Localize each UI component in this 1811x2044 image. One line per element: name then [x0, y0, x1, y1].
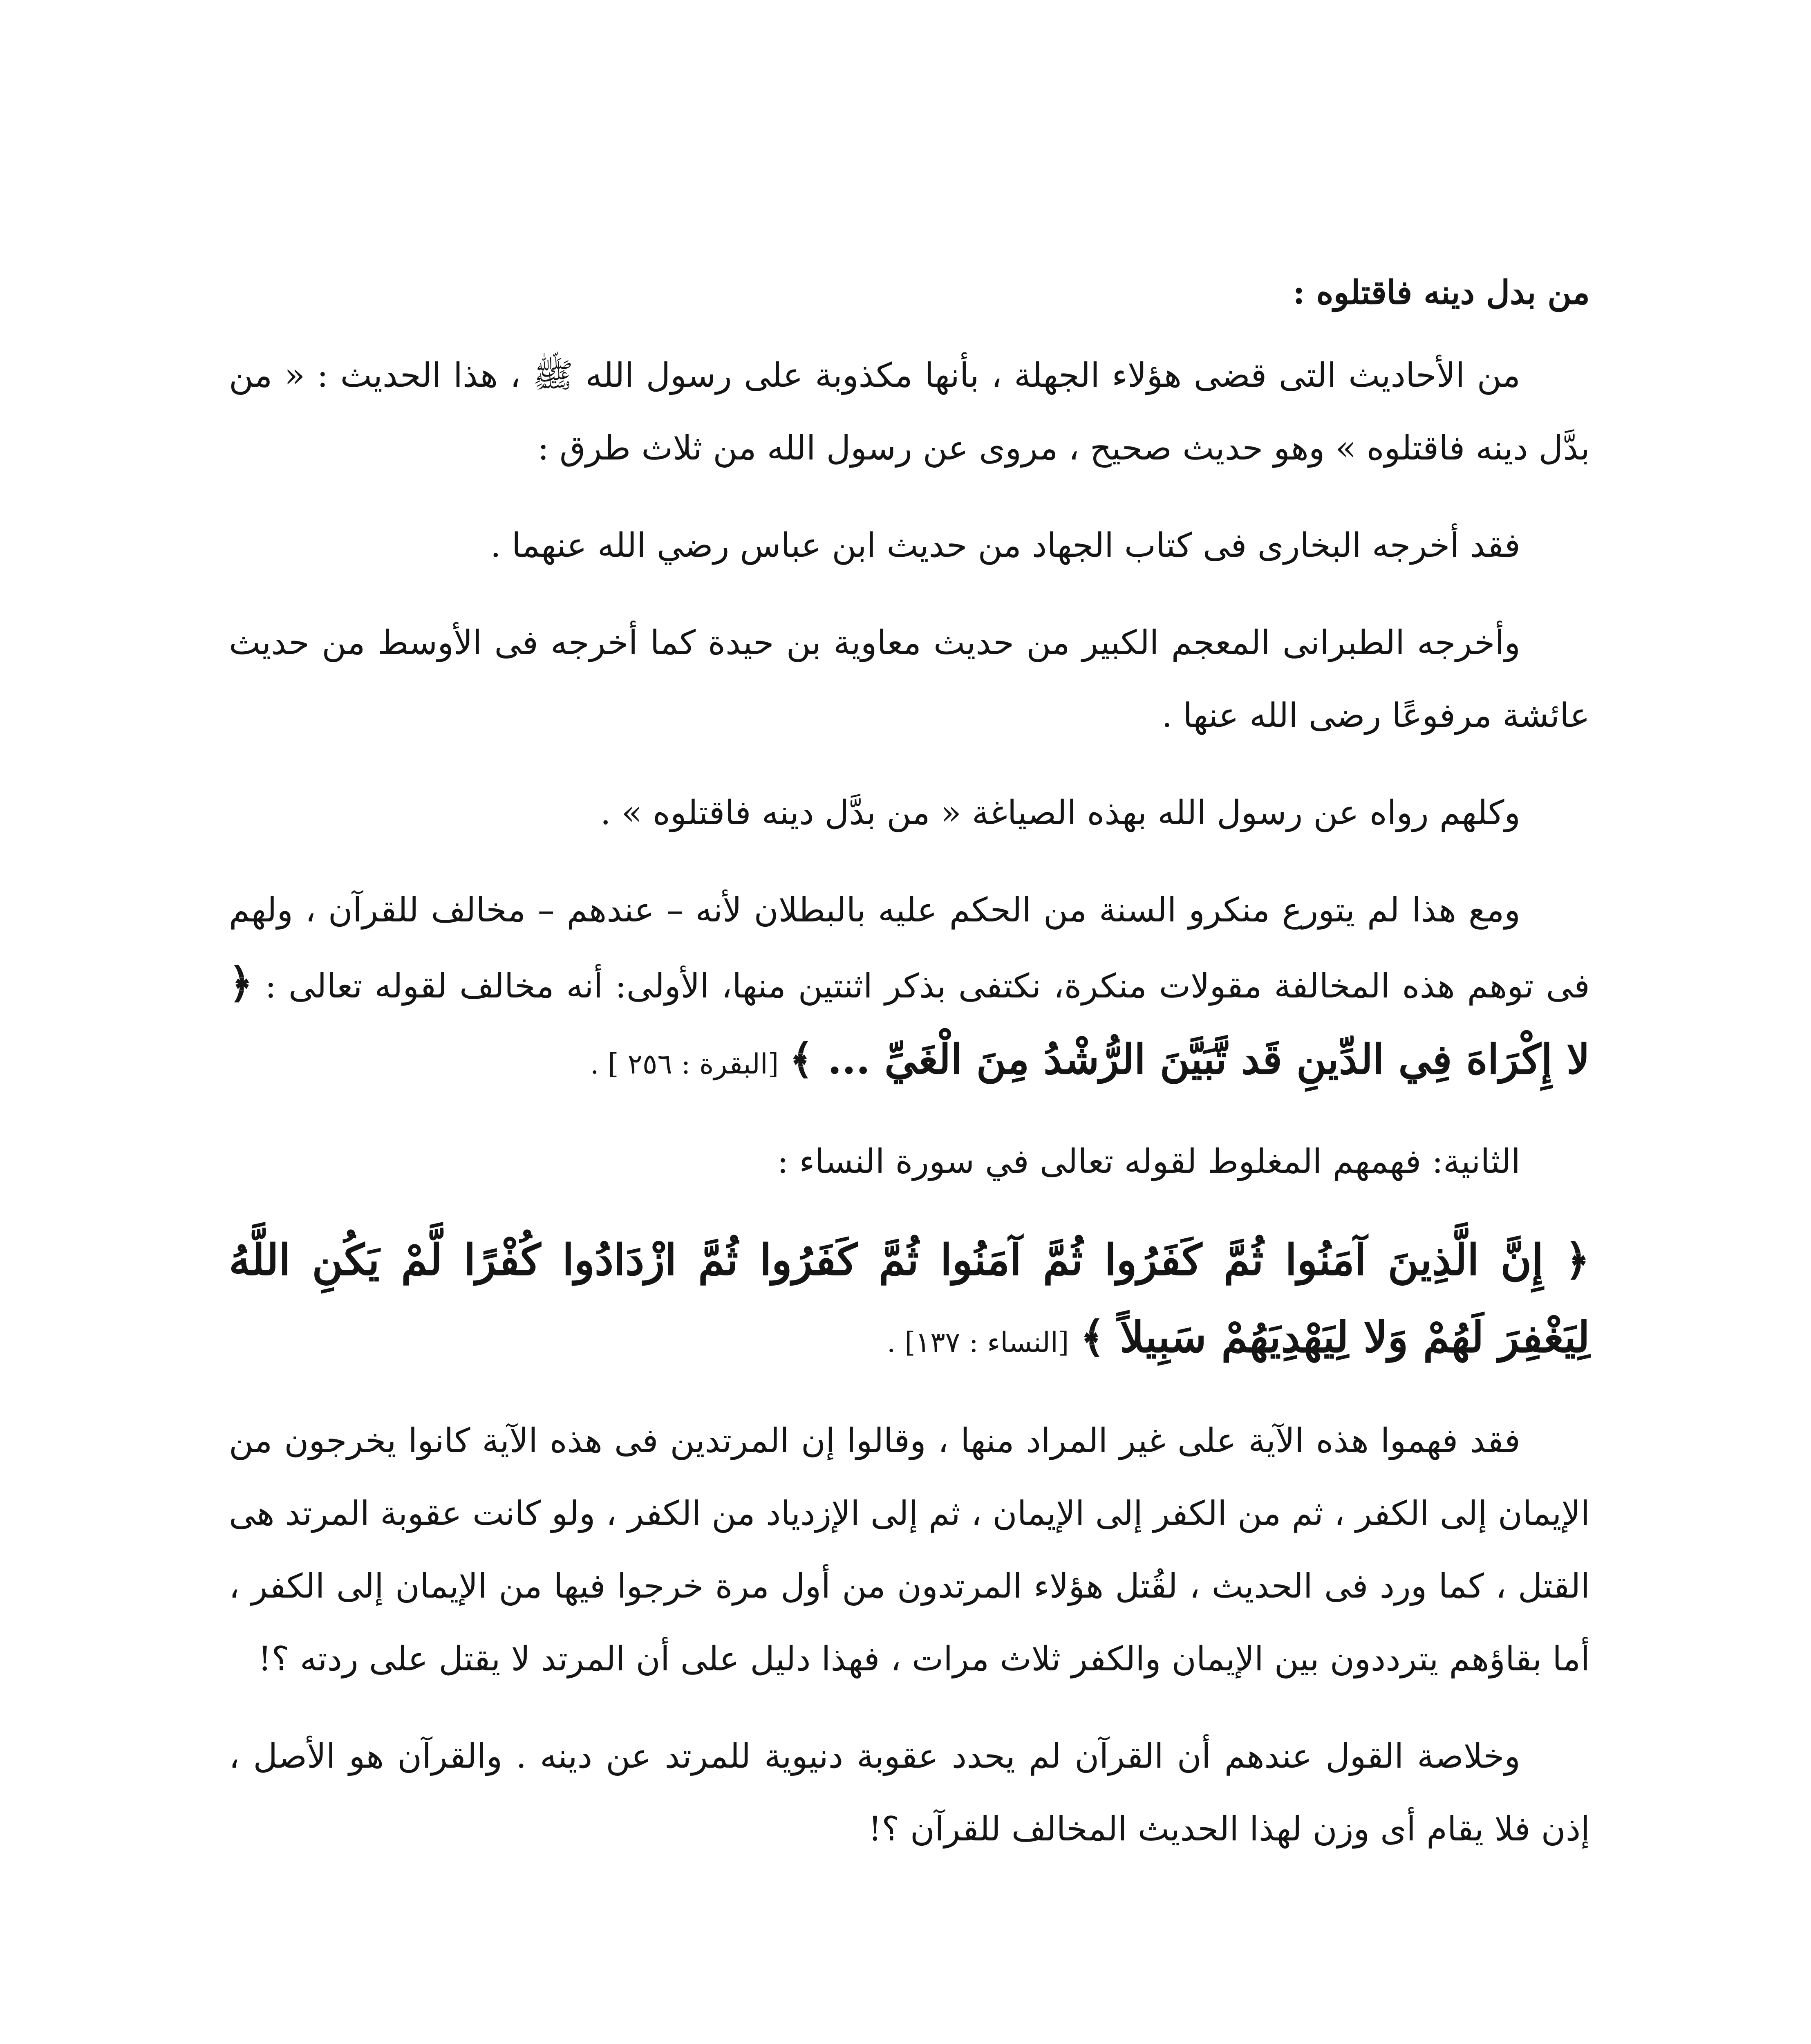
paragraph-7: فقد فهموا هذه الآية على غير المراد منها ، وقالوا إن المرتدين فى هذه الآية كانوا يخرجون من الإيمان إلى الكفر ، ثم من الكفر إلى الإيمان ، ثم إلى الإزدياد من الكفر ، ولو كانت عقوبة المرتد هى القتل ، كما ورد فى الحديث ، لقُتل هؤلاء المرتدون من أول مرة خرجوا فيها من الإيمان إلى الكفر ، أما بقاؤهم يترددون بين الإيمان والكفر ثلاث مرات ، فهذا دليل على أن المرتد لا يقتل على ردته ؟! — [229, 1421, 1590, 1679]
paragraph-5 — [229, 874, 1590, 1101]
quran-verse-baqarah: ﴿ لا إِكْرَاهَ فِي الدِّينِ قَد تَّبَيَّنَ الرُّشْدُ مِنَ الْغَيِّ ... ﴾ — [229, 959, 1590, 1083]
paragraph-8: وخلاصة القول عندهم أن القرآن لم يحدد عقوبة دنيوية للمرتد عن دينه . والقرآن هو الأصل ، إذن فلا يقام أى وزن لهذا الحديث المخالف للقرآن ؟! — [229, 1737, 1590, 1849]
paragraph-3: وأخرجه الطبرانى المعجم الكبير من حديث معاوية بن حيدة كما أخرجه فى الأوسط من حديث عائشة مرفوعًا رضى الله عنها . — [229, 623, 1590, 735]
verse-reference-nisa: [النساء : ١٣٧] . — [886, 1327, 1069, 1359]
paragraph-1: من الأحاديث التى قضى هؤلاء الجهلة ، بأنها مكذوبة على رسول الله ﷺ ، هذا الحديث : « من بدَّل دينه فاقتلوه » وهو حديث صحيح ، مروى عن رسول الله من ثلاث طرق : — [229, 356, 1590, 468]
paragraph-4: وكلهم رواه عن رسول الله بهذه الصياغة « من بدَّل دينه فاقتلوه » . — [600, 793, 1520, 832]
book-page — [229, 262, 1590, 2044]
paragraph-2: فقد أخرجه البخارى فى كتاب الجهاد من حديث ابن عباس رضي الله عنهما . — [490, 526, 1520, 565]
paragraph-5-text: ومع هذا لم يتورع منكرو السنة من الحكم عليه بالبطلان لأنه – عندهم – مخالف للقرآن ، ولهم فى توهم هذه المخالفة مقولات منكرة، نكتفى بذكر اثنتين منها، الأولى: أنه مخالف لقوله تعالى : — [229, 891, 1590, 1006]
verse-reference-baqarah: [البقرة : ٢٥٦ ] . — [590, 1048, 779, 1080]
paragraph-6: الثانية: فهمهم المغلوط لقوله تعالى في سورة النساء : — [777, 1142, 1520, 1181]
section-heading: من بدل دينه فاقتلوه : — [1293, 273, 1590, 312]
quran-verse-block-nisa — [229, 1223, 1590, 1380]
quran-verse-nisa: ﴿ إِنَّ الَّذِينَ آمَنُوا ثُمَّ كَفَرُوا ثُمَّ آمَنُوا ثُمَّ كَفَرُوا ثُمَّ ازْدَادُوا كُفْرًا لَّمْ يَكُنِ اللَّهُ لِيَغْفِرَ لَهُمْ وَلا لِيَهْدِيَهُمْ سَبِيلاً ﴾ — [229, 1235, 1590, 1362]
